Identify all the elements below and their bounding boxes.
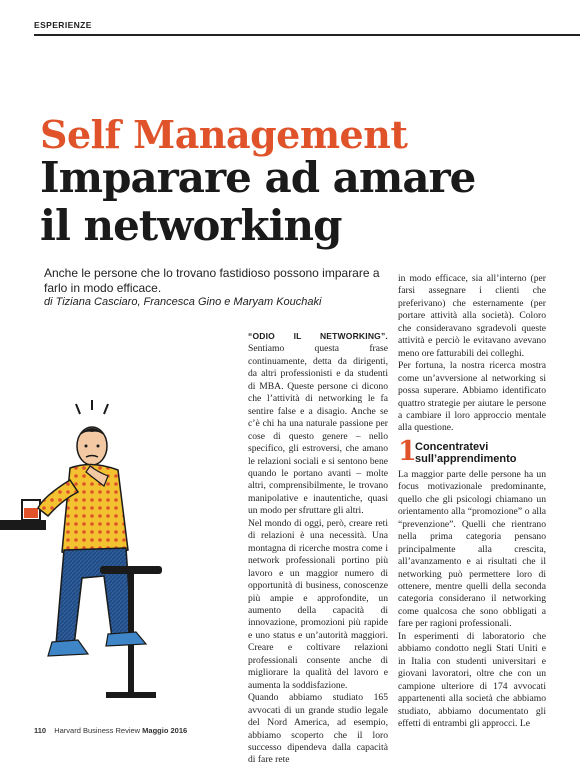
article-title <box>40 154 475 250</box>
paragraph-1 <box>248 330 388 518</box>
article-deck: Anche le persone che lo trovano fastidioso possono imparare a farlo in modo efficace. <box>44 266 380 295</box>
man-on-stool-illustration <box>0 400 240 720</box>
paragraph-7: In esperimenti di laboratorio che abbiamo condotto negli Stati Uniti e in Italia con studenti universitari e giovani lavoratori, oltre che con un campione ulteriore di 174 avvocati appartenenti alla società che abbiamo studiato, abbiamo documentato gli effetti di entrambi gli approcci. Le <box>398 630 546 729</box>
paragraph-3: Quando abbiamo studiato 165 avvocati di un grande studio legale del Nord America, ad esempio, abbiamo scoperto che il loro successo dipendeva dalla capacità di fare rete <box>248 692 388 766</box>
article-byline: di Tiziana Casciaro, Francesca Gino e Maryam Kouchaki <box>44 296 322 308</box>
page-footer <box>34 726 187 735</box>
article-column-1 <box>248 330 388 767</box>
lead-in: “ODIO IL NETWORKING”. <box>248 331 388 341</box>
title-line-1: Imparare ad amare <box>40 153 476 202</box>
strategy-title <box>415 441 516 465</box>
strategy-heading <box>398 435 546 467</box>
section-label: ESPERIENZE <box>34 20 92 30</box>
paragraph-1-text: Sentiamo questa frase continuamente, detta da dirigenti, da altri professionisti e da studenti di MBA. Queste persone ci dicono che l’attività di networking le fa sentire false e a disagio. Anche se c’è chi ha una naturale passione per cose di questo genere – nello specifico, gli estroversi, che amano le relazioni sociali e si sentono bene quando le portano avanti – molte altri, comprensibilmente, le trovano manipolative e inautentiche, quasi un modo per sfruttare gli altri. <box>248 343 388 517</box>
article-kicker: Self Management <box>40 112 408 157</box>
paragraph-4: in modo efficace, sia all’interno (per farsi assegnare i clienti che preferivano) che esternamente (per portare attività alla società). Coloro che consideravano sgradevoli queste attività e perciò le evitavano avevano meno ore fatturabili dei colleghi. <box>398 273 546 359</box>
paragraph-6: La maggior parte delle persone ha un focus motivazionale predominante, quello che gli psicologi chiamano un orientamento alla “promozione” o alla “prevenzione”. Quelli che rientrano nella prima categoria pensano principalmente alla crescita, all’avanzamento e ai risultati che il networking può permettere loro di ottenere, mentre quelli della seconda categoria considerano il networking come qualcosa che sono obbligati a fare per ragioni professionali. <box>398 468 546 630</box>
title-line-2: il networking <box>40 201 342 250</box>
publication-name: Harvard Business Review <box>54 726 141 735</box>
article-column-2 <box>398 273 546 730</box>
paragraph-2: Nel mondo di oggi, però, creare reti di relazioni è una necessità. Una montagna di ricerche mostra come i network professionali portino più lavoro e un maggior numero di opportunità di business, conoscenze più ampie e approfondite, un aumento della capacità di innovazione, promozioni più rapide e uno status e un’autorità maggiori. Creare e coltivare relazioni professionali consente anche di migliorare la qualità del lavoro e aumenta la soddisfazione. <box>248 517 388 691</box>
header-rule <box>34 34 580 36</box>
paragraph-5: Per fortuna, la nostra ricerca mostra come un’avversione al networking si possa superare. Abbiamo identificato quattro strategie per aiutare le persone a cambiare il loro approccio mentale alla questione. <box>398 360 546 434</box>
strategy-number: 1 <box>398 435 417 467</box>
strategy-title-line-1: Concentratevi <box>415 440 489 453</box>
strategy-title-line-2: sull’apprendimento <box>415 452 517 465</box>
issue-date: Maggio 2016 <box>142 726 188 735</box>
page-number: 110 <box>34 726 47 735</box>
